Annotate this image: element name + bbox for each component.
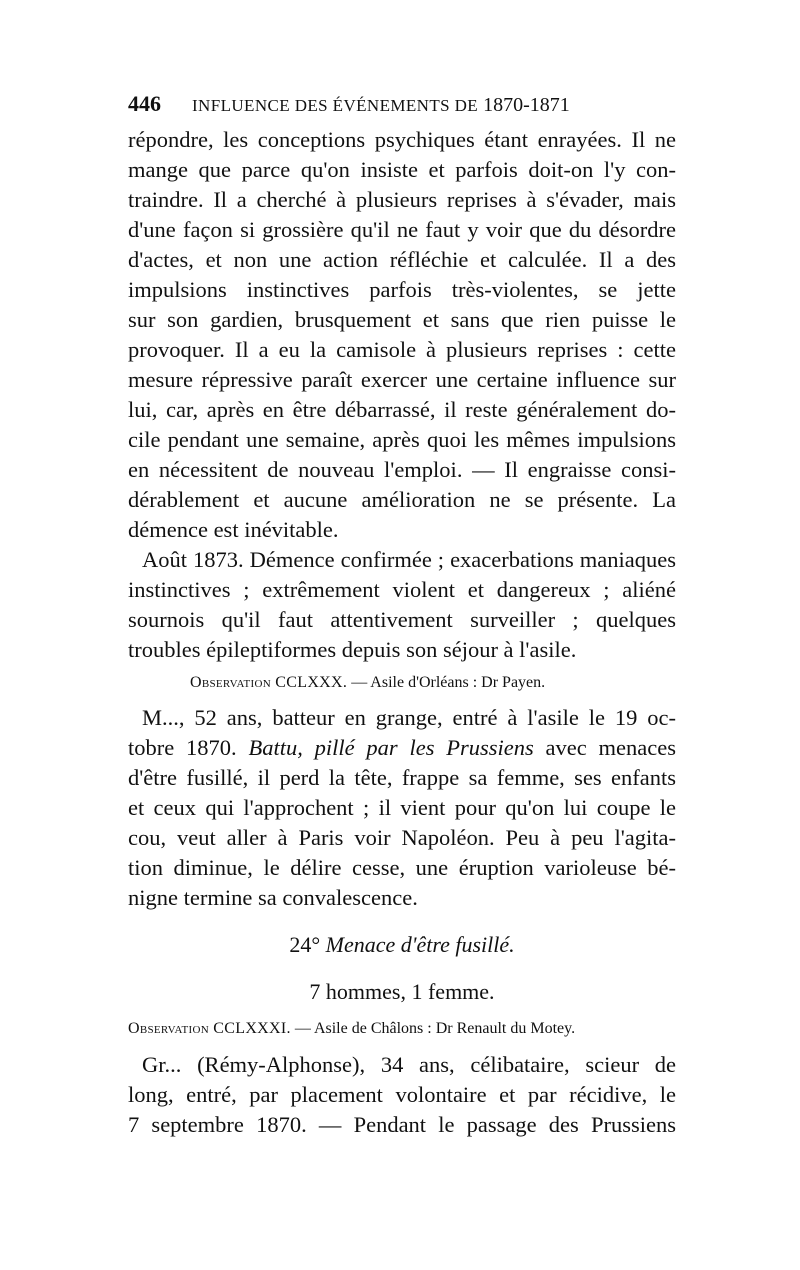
text-line: impulsions instinctives parfois très-violentes, se jette	[128, 277, 676, 302]
text-line: traindre. Il a cherché à plusieurs reprises à s'évader, mais	[128, 187, 676, 212]
text-line: démence est inévitable.	[128, 517, 339, 542]
text-line: cile pendant une semaine, après quoi les mêmes impulsions	[128, 427, 676, 452]
text-line: 7 septembre 1870. — Pendant le passage des Prussiens	[128, 1112, 676, 1137]
text-line: tion diminue, le délire cesse, une éruption varioleuse bé-	[128, 855, 676, 880]
text-segment: avec menaces	[533, 735, 676, 760]
text-line: en nécessitent de nouveau l'emploi. — Il engraisse consi-	[128, 457, 676, 482]
running-header	[128, 92, 676, 118]
text-line: nigne termine sa convalescence.	[128, 885, 418, 910]
italic-text-segment: Battu, pillé par les Prussiens	[248, 735, 534, 760]
text-line: lui, car, après en être débarrassé, il reste généralement do-	[128, 397, 676, 422]
observation-source: — Asile d'Orléans : Dr Payen.	[347, 674, 546, 691]
section-number: 24°	[289, 932, 321, 957]
running-title: INFLUENCE DES ÉVÉNEMENTS DE	[192, 96, 479, 115]
text-line: provoquer. Il a eu la camisole à plusieurs reprises : cette	[128, 337, 676, 362]
text-line: troubles épileptiformes depuis son séjour à l'asile.	[128, 637, 577, 662]
text-line: sournois qu'il faut attentivement surveiller ; quelques	[128, 607, 676, 632]
text-line: répondre, les conceptions psychiques étant enrayées. Il ne	[128, 127, 676, 152]
text-line: mange que parce qu'on insiste et parfois doit-on l'y con-	[128, 157, 676, 182]
text-line: dérablement et aucune amélioration ne se présente. La	[128, 487, 676, 512]
observation-label: Observation CCLXXX.	[190, 674, 348, 691]
observation-heading	[128, 1017, 676, 1041]
text-line: d'une façon si grossière qu'il ne faut y voir que du désordre	[128, 217, 676, 242]
observation-label: Observation CCLXXXI.	[128, 1020, 291, 1037]
text-line: long, entré, par placement volontaire et par récidive, le	[128, 1082, 676, 1107]
text-line: Gr... (Rémy-Alphonse), 34 ans, célibataire, scieur de	[142, 1052, 676, 1077]
text-segment: tobre 1870.	[128, 735, 249, 760]
text-line: Août 1873. Démence confirmée ; exacerbations maniaques	[142, 547, 676, 572]
page-number: 446	[128, 91, 161, 116]
running-title-years: 1870-1871	[483, 94, 570, 116]
text-line: instinctives ; extrêmement violent et dangereux ; aliéné	[128, 577, 676, 602]
text-line-with-italic	[128, 733, 676, 763]
text-line: cou, veut aller à Paris voir Napoléon. Peu à peu l'agita-	[128, 825, 676, 850]
text-line: et ceux qui l'approchent ; il vient pour qu'on lui coupe le	[128, 795, 676, 820]
observation-source: — Asile de Châlons : Dr Renault du Motey.	[290, 1020, 576, 1037]
text-line: d'être fusillé, il perd la tête, frappe sa femme, ses enfants	[128, 765, 676, 790]
section-counts: 7 hommes, 1 femme.	[309, 979, 495, 1004]
text-line: M..., 52 ans, batteur en grange, entré à l'asile le 19 oc-	[142, 705, 676, 730]
text-line: sur son gardien, brusquement et sans que rien puisse le	[128, 307, 676, 332]
text-line: mesure répressive paraît exercer une certaine influence sur	[128, 367, 676, 392]
section-title: Menace d'être fusillé.	[325, 932, 515, 957]
observation-heading	[128, 671, 676, 695]
text-line: d'actes, et non une action réfléchie et calculée. Il a des	[128, 247, 676, 272]
section-heading	[128, 930, 676, 960]
